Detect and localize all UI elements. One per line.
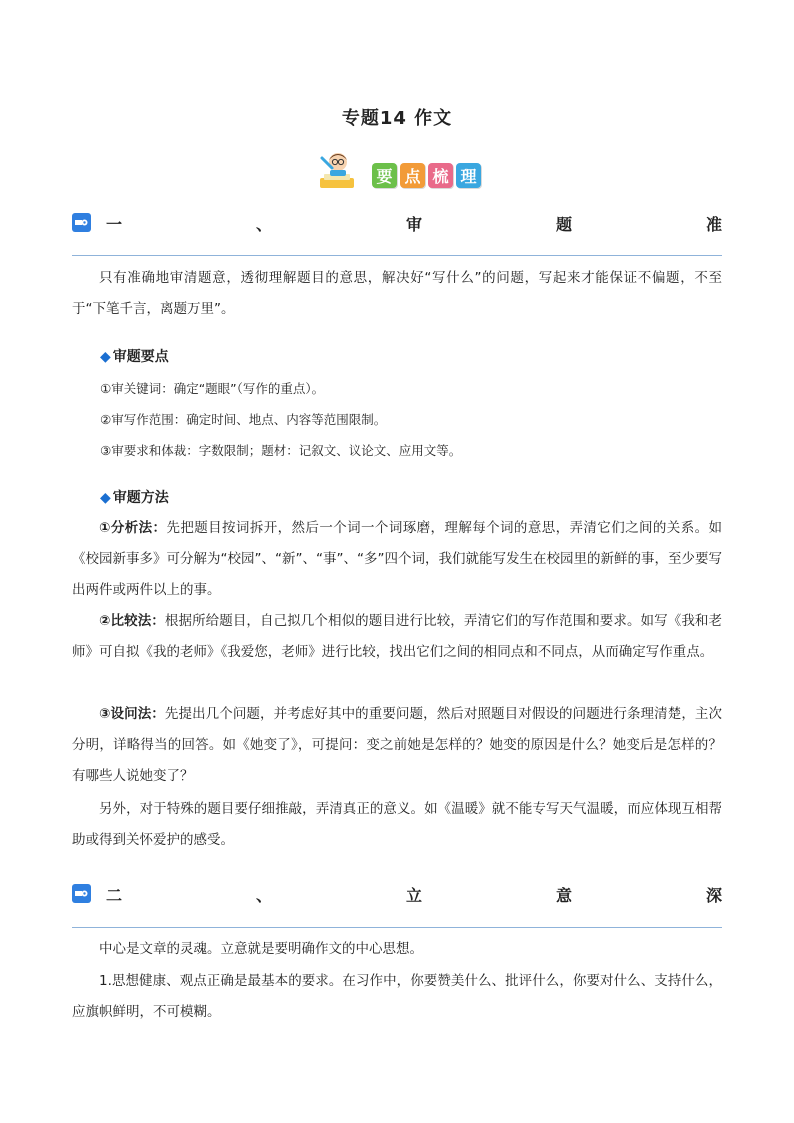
heading-char: 深 bbox=[705, 885, 722, 905]
section-heading-1 bbox=[72, 210, 722, 236]
method-question: ③设问法：先提出几个问题，并考虑好其中的重要问题，然后对照题目对假设的问题进行条理清楚，主次分明，详略得当的回答。如《她变了》，可提问：变之前她是怎样的？她变的原因是什么？她变后是怎样的？有哪些人说她变了？ bbox=[72, 706, 723, 784]
section-heading-text bbox=[106, 210, 722, 236]
heading-char: 题 bbox=[555, 214, 572, 234]
student-reading-icon bbox=[318, 148, 368, 192]
key-point-item: ③审要求和体裁：字数限制；题材：记叙文、议论文、应用文等。 bbox=[100, 443, 462, 458]
diamond-icon: ◆ bbox=[100, 349, 111, 365]
section2-point-1: 1.思想健康、观点正确是最基本的要求。在习作中，你要赞美什么、批评什么，你要对什么、支持什么，应旗帜鲜明，不可模糊。 bbox=[72, 973, 722, 1020]
banner-tile: 要 bbox=[372, 163, 397, 188]
heading-char: 立 bbox=[405, 885, 422, 905]
method-compare: ②比较法：根据所给题目，自己拟几个相似的题目进行比较，弄清它们的写作范围和要求。如写《我和老师》可自拟《我的老师》《我爱您，老师》进行比较，找出它们之间的相同点和不同点，从而确定写作重点。 bbox=[72, 613, 723, 660]
heading-char: 、 bbox=[255, 214, 272, 234]
heading-char: 二 bbox=[106, 885, 123, 905]
banner-tile: 点 bbox=[400, 163, 425, 188]
banner-tile: 理 bbox=[456, 163, 481, 188]
section-divider bbox=[72, 927, 722, 928]
key-point-item: ②审写作范围：确定时间、地点、内容等范围限制。 bbox=[100, 412, 387, 427]
heading-char: 一 bbox=[106, 214, 123, 234]
section-heading-text bbox=[106, 881, 722, 907]
section-divider bbox=[72, 255, 722, 256]
method-lead: ③设问法： bbox=[99, 706, 165, 722]
section-marker-icon bbox=[72, 213, 91, 232]
section-marker-icon bbox=[72, 884, 91, 903]
method-lead: ①分析法： bbox=[99, 520, 167, 536]
heading-char: 准 bbox=[705, 214, 722, 234]
section1-intro: 只有准确地审清题意，透彻理解题目的意思，解决好“写什么”的问题，写起来才能保证不偏题，不至于“下笔千言，离题万里”。 bbox=[72, 270, 722, 317]
subheading-key-points: ◆ 审题要点 bbox=[100, 349, 169, 365]
key-point-item: ①审关键词：确定“题眼”（写作的重点）。 bbox=[100, 381, 325, 396]
subheading-methods: ◆ 审题方法 bbox=[100, 490, 169, 506]
banner-tile: 梳 bbox=[428, 163, 453, 188]
heading-char: 、 bbox=[255, 885, 272, 905]
diamond-icon: ◆ bbox=[100, 490, 111, 506]
heading-char: 审 bbox=[405, 214, 422, 234]
page-title: 专题14 作文 bbox=[341, 108, 453, 129]
method-extra: 另外，对于特殊的题目要仔细推敲，弄清真正的意义。如《温暖》就不能专写天气温暖，而应体现互相帮助或得到关怀爱护的感受。 bbox=[72, 801, 722, 848]
key-points-banner bbox=[318, 148, 481, 192]
section-heading-2 bbox=[72, 881, 722, 907]
method-analysis: ①分析法：先把题目按词拆开，然后一个词一个词琢磨，理解每个词的意思，弄清它们之间的关系。如《校园新事多》可分解为“校园”、“新”、“事”、“多”四个词，我们就能写发生在校园里的新鲜的事，至少要写出两件或两件以上的事。 bbox=[72, 520, 723, 598]
heading-char: 意 bbox=[555, 885, 572, 905]
section2-intro: 中心是文章的灵魂。立意就是要明确作文的中心思想。 bbox=[99, 941, 423, 957]
method-lead: ②比较法： bbox=[99, 613, 165, 629]
banner-tiles bbox=[372, 163, 481, 188]
